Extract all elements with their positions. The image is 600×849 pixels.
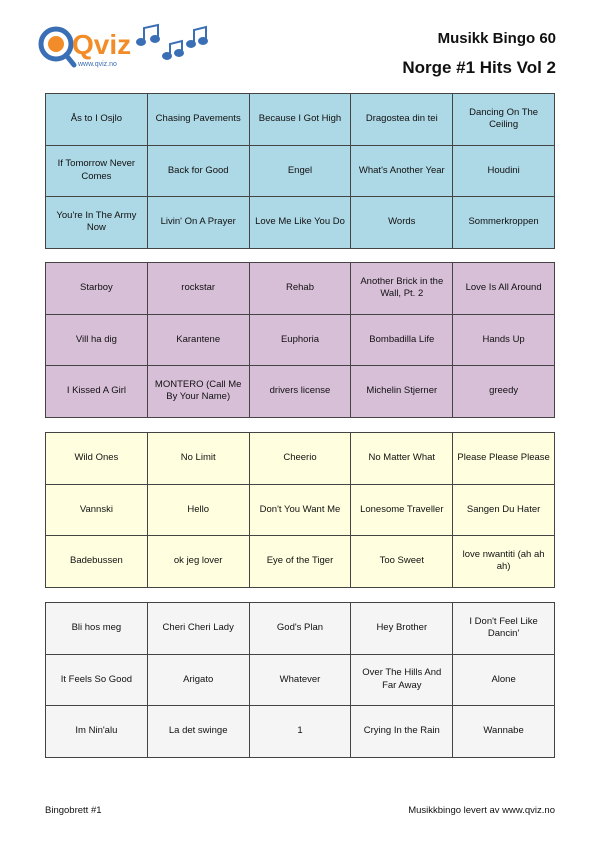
bingo-cell: Back for Good [148,146,250,198]
footer-board-number: Bingobrett #1 [45,805,102,816]
bingo-cell: MONTERO (Call Me By Your Name) [148,366,250,418]
footer-credit: Musikkbingo levert av www.qviz.no [408,805,555,816]
bingo-cell: God's Plan [250,603,352,655]
bingo-cell: No Matter What [351,433,453,485]
bingo-cell: Ås to I Osjlo [46,94,148,146]
bingo-cell: Another Brick in the Wall, Pt. 2 [351,263,453,315]
bingo-cell: I Kissed A Girl [46,366,148,418]
bingo-cell: Because I Got High [250,94,352,146]
bingo-cell: Euphoria [250,315,352,367]
bingo-cell: Love Is All Around [453,263,555,315]
bingo-board-1 [45,93,555,249]
bingo-cell: Eye of the Tiger [250,536,352,588]
bingo-cell: What's Another Year [351,146,453,198]
bingo-cell: Hands Up [453,315,555,367]
logo-url: www.qviz.no [78,61,117,68]
bingo-cell: Cheerio [250,433,352,485]
bingo-cell: Over The Hills And Far Away [351,655,453,707]
bingo-cell: Sommerkroppen [453,197,555,249]
bingo-cell: Bli hos meg [46,603,148,655]
bingo-cell: Chasing Pavements [148,94,250,146]
bingo-cell: Too Sweet [351,536,453,588]
bingo-cell: You're In The Army Now [46,197,148,249]
bingo-cell: If Tomorrow Never Comes [46,146,148,198]
bingo-cell: Engel [250,146,352,198]
bingo-cell: Rehab [250,263,352,315]
bingo-cell: Please Please Please [453,433,555,485]
bingo-cell: Words [351,197,453,249]
bingo-cell: Crying In the Rain [351,706,453,758]
bingo-cell: Hello [148,485,250,537]
bingo-cell: Arigato [148,655,250,707]
bingo-cell: 1 [250,706,352,758]
bingo-cell: Wannabe [453,706,555,758]
bingo-cell: Whatever [250,655,352,707]
bingo-cell: Dancing On The Ceiling [453,94,555,146]
bingo-cell: rockstar [148,263,250,315]
bingo-cell: Sangen Du Hater [453,485,555,537]
bingo-cell: Cheri Cheri Lady [148,603,250,655]
bingo-cell: Bombadilla Life [351,315,453,367]
bingo-cell: Badebussen [46,536,148,588]
bingo-board-4 [45,602,555,758]
bingo-cell: La det swinge [148,706,250,758]
bingo-cell: Houdini [453,146,555,198]
bingo-cell: drivers license [250,366,352,418]
bingo-cell: greedy [453,366,555,418]
bingo-cell: Hey Brother [351,603,453,655]
bingo-cell: Vill ha dig [46,315,148,367]
qviz-logo [36,20,226,76]
bingo-cell: Love Me Like You Do [250,197,352,249]
bingo-cell: Starboy [46,263,148,315]
bingo-cell: No Limit [148,433,250,485]
page-subtitle: Norge #1 Hits Vol 2 [402,58,556,77]
bingo-board-3 [45,432,555,588]
bingo-board-2 [45,262,555,418]
bingo-cell: Vannski [46,485,148,537]
bingo-cell: Livin' On A Prayer [148,197,250,249]
page-title: Musikk Bingo 60 [437,30,556,47]
bingo-cell: ok jeg lover [148,536,250,588]
bingo-cell: Alone [453,655,555,707]
bingo-cell: It Feels So Good [46,655,148,707]
bingo-cell: Wild Ones [46,433,148,485]
bingo-cell: Im Nin'alu [46,706,148,758]
bingo-cell: Don't You Want Me [250,485,352,537]
bingo-cell: love nwantiti (ah ah ah) [453,536,555,588]
bingo-cell: Dragostea din tei [351,94,453,146]
logo-text: Qviz [72,29,132,60]
bingo-cell: Lonesome Traveller [351,485,453,537]
bingo-cell: Karantene [148,315,250,367]
bingo-cell: I Don't Feel Like Dancin' [453,603,555,655]
music-notes-icon [137,25,207,59]
bingo-cell: Michelin Stjerner [351,366,453,418]
